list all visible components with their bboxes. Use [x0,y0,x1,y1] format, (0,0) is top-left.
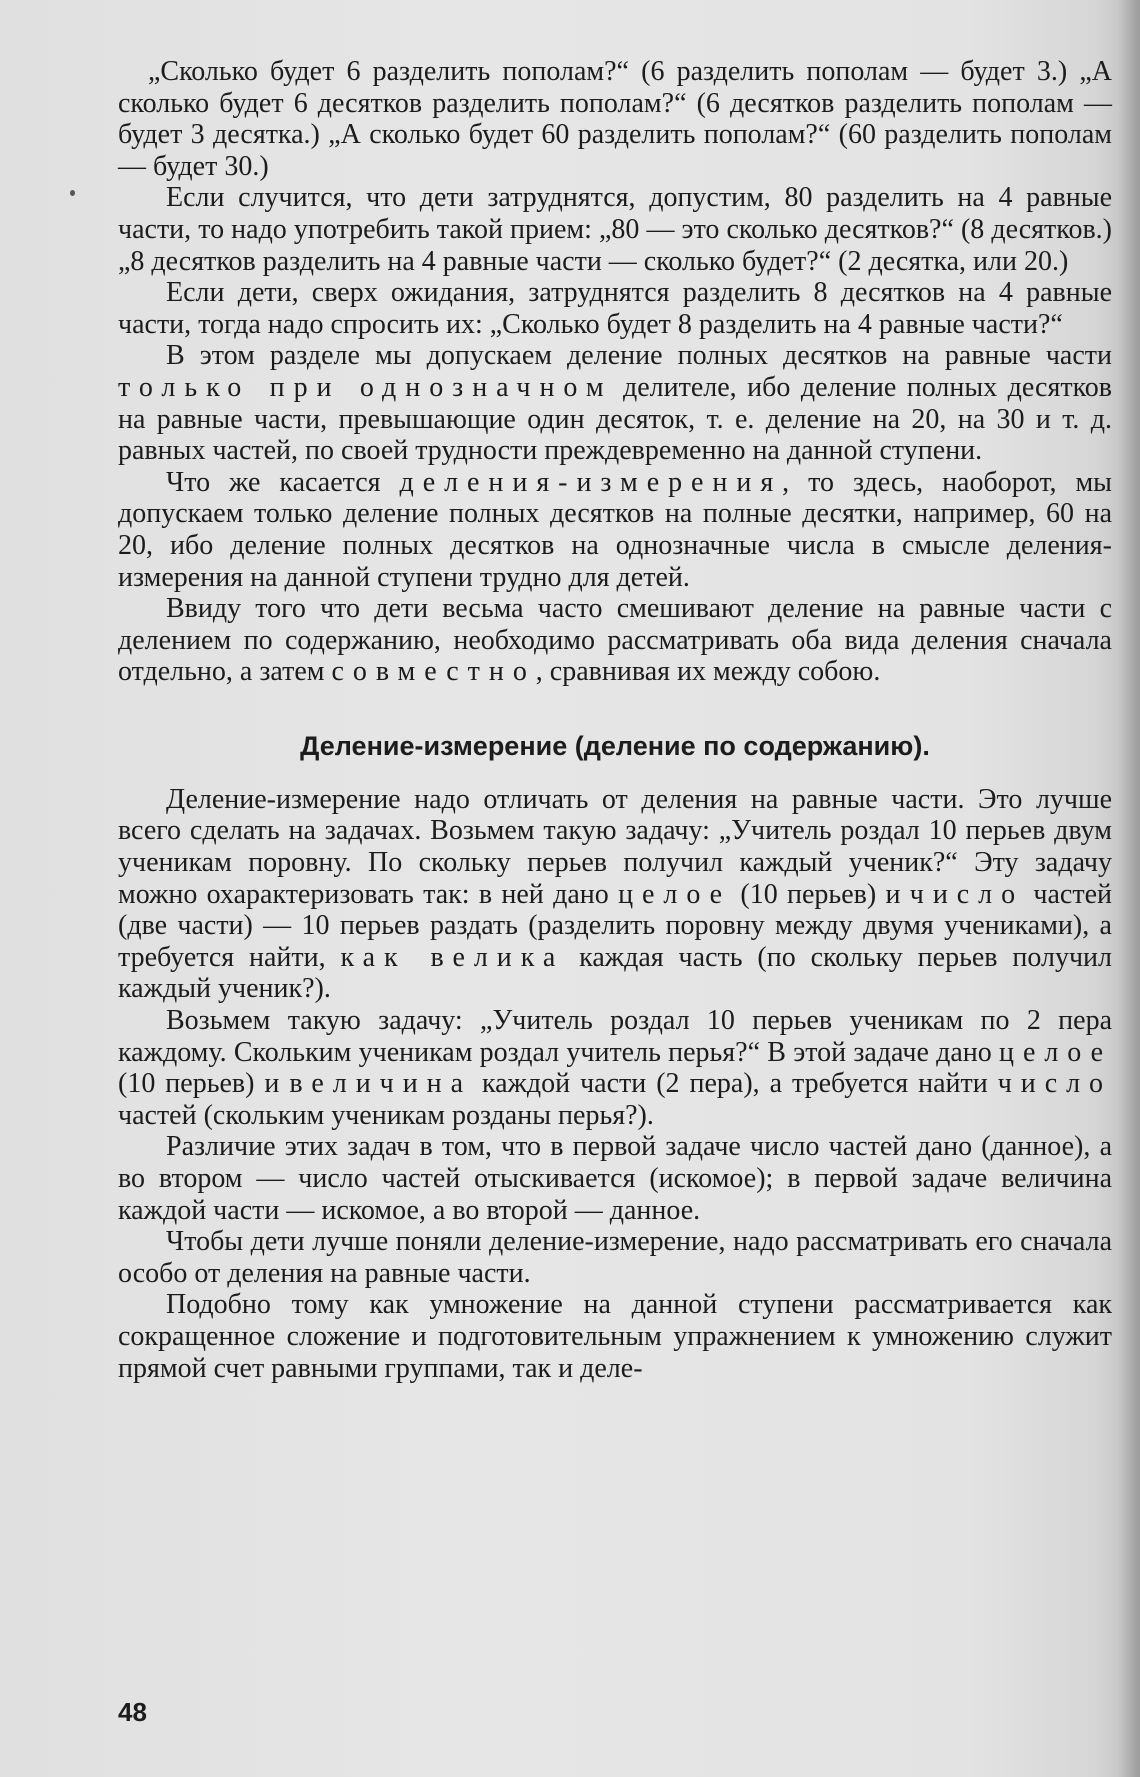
text-run: Различие этих задач в том, что в первой задаче число частей дано (данное), а во втором — число частей отыскивается (искомое); в первой задаче величина каждой части — искомое, а во второй — данное. [118,1131,1112,1226]
text-run: „Сколько будет 6 разделить пополам?“ (6 разделить пополам — будет 3.) „А сколько будет 6 десятков разделить пополам?“ (6 десятков разделить пополам — будет 3 десятка.) „А сколько будет 60 разделить пополам?“ (60 разделить пополам — будет 30.) [118,56,1112,182]
page-number: 48 [118,1697,147,1727]
spaced-emphasis: целое [999,1036,1112,1068]
paragraph [118,56,1112,182]
print-speck [70,190,75,196]
spaced-emphasis: число [997,1068,1112,1100]
spaced-emphasis: деления-измерения [399,466,783,498]
paragraph [118,182,1112,277]
paragraph [118,467,1112,593]
paragraph [118,1226,1112,1289]
text-run: Деление-измерение надо отличать от деления на равные части. Это лучше всего сделать на задачах. Возьмем такую задачу: „Учитель роздал 10 перьев двум ученикам поровну. По скольку перьев получил каждый ученик?“ Эту задачу можно охарактеризовать так: в ней дано [118,783,1112,910]
paragraph [118,1289,1112,1384]
text-run: Возьмем такую задачу: „Учитель роздал 10 перьев ученикам по 2 пера каждому. Скольким ученикам роздал учитель перья?“ В этой задаче дано [118,1005,1112,1068]
paragraph [118,277,1112,340]
text-run: каждой части (2 пера), а требуется найти [471,1068,998,1100]
text-run: делителе, ибо деление полных десятков на равные части, превышающие один десяток, т. е. деление на 20, на 30 и т. д. равных частей, по своей трудности преждевременно на данной ступени. [118,371,1112,467]
paragraph [118,784,1112,1005]
section-heading: Деление-измерение (деление по содержанию). [300,730,930,761]
text-run: каждая часть (по скольку перьев получил каждый ученик?). [118,941,1112,1005]
paragraph [118,593,1112,688]
text-run: Если случится, что дети затруднятся, допустим, 80 разделить на 4 равные части, то надо употребить такой прием: „80 — это сколько десятков?“ (8 десятков.) „8 десятков разделить на 4 равные части — сколько будет?“ (2 десятка, или 20.) [118,182,1112,277]
spaced-emphasis: величина [289,1068,472,1100]
text-run: (10 перьев) и [731,878,910,910]
paragraph [118,1005,1112,1131]
text-run: частей (скольким ученикам розданы перья?). [118,1099,654,1131]
paragraphs-before-heading [118,56,1112,688]
text-run: , то здесь, наоборот, мы допускаем только деление полных десятков на полные десятки, например, 60 на 20, ибо деление полных десятков на однозначные числа в смысле деления-измерения на данной ступени трудно для детей. [118,466,1112,593]
text-run: Что же касается [166,466,400,498]
spaced-emphasis: только при однозначном [118,371,613,403]
text-run: Если дети, сверх ожидания, затруднятся разделить 8 десятков на 4 равные части, тогда надо спросить их: „Сколько будет 8 разделить на 4 равные части?“ [118,277,1112,340]
text-run: частей (две части) — 10 перьев раздать (разделить поровну между двумя учениками), а требуется найти, [118,878,1112,973]
text-run: Подобно тому как умножение на данной ступени рассматривается как сокращенное сложение и подготовительным упражнением к умножению служит прямой счет равными группами, так и деле- [118,1289,1112,1384]
paragraphs-after-heading [118,784,1112,1384]
text-block [118,56,1112,1384]
page-edge-shadow [1118,0,1140,1777]
text-run: В этом разделе мы допускаем деление полных десятков на равные части [166,340,1112,372]
text-run: (10 перьев) и [118,1068,290,1100]
text-run: Ввиду того что дети весьма часто смешивают деление на равные части с делением по содержанию, необходимо рассматривать оба вида деления сначала отдельно, а затем [118,593,1112,688]
spaced-emphasis: целое [618,878,732,910]
spaced-emphasis: число [909,878,1025,910]
text-run: , сравнивая их между собою. [535,656,881,688]
spaced-emphasis: как велика [340,941,565,973]
text-run: Чтобы дети лучше поняли деление-измерение, надо рассматривать его сначала особо от деления на равные части. [118,1226,1112,1289]
paragraph [118,1131,1112,1226]
spaced-emphasis: совместно [331,656,536,688]
paragraph [118,340,1112,466]
